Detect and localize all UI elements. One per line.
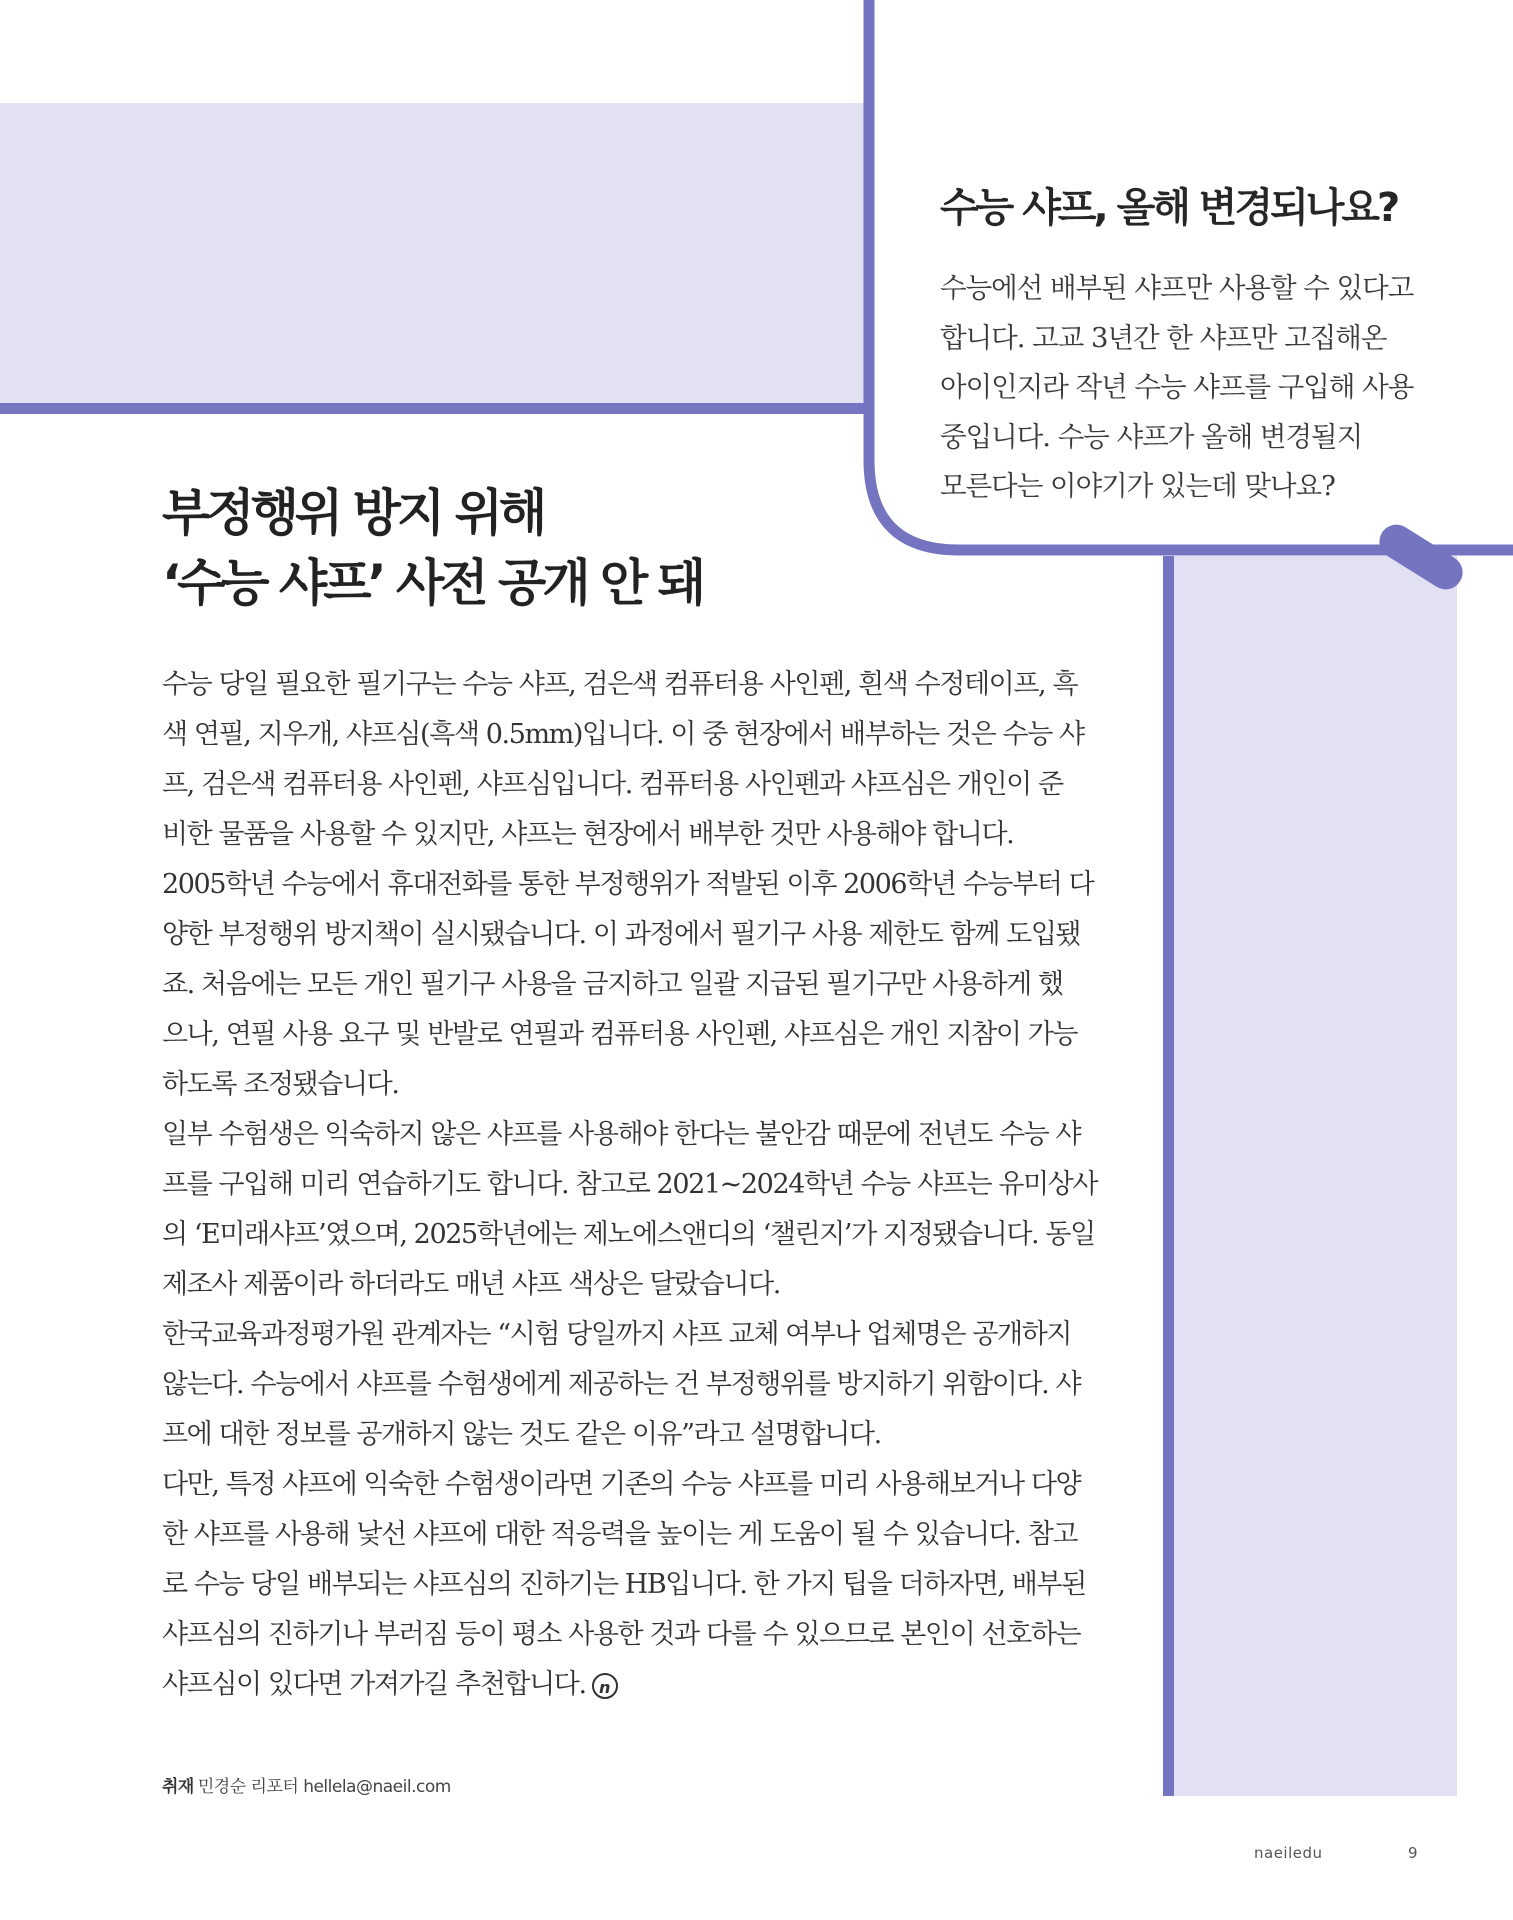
page-number: 9: [1408, 1844, 1418, 1862]
body-line: 로 수능 당일 배부되는 샤프심의 진하기는 HB입니다. 한 가지 팁을 더하자면, 배부된: [162, 1569, 1086, 1600]
body-line: 일부 수험생은 익숙하지 않은 샤프를 사용해야 한다는 불안감 때문에 전년도 수능 샤: [162, 1119, 1081, 1150]
article-title-line: ‘수능 샤프’ 사전 공개 안 돼: [162, 554, 703, 612]
question-line: 중입니다. 수능 샤프가 올해 변경될지: [940, 420, 1363, 453]
left-panel: [0, 103, 868, 408]
body-line: 한국교육과정평가원 관계자는 “시험 당일까지 샤프 교체 여부나 업체명은 공개하지: [162, 1319, 1072, 1350]
body-line-last: [162, 1660, 1112, 1710]
body-line: 하도록 조정됐습니다.: [162, 1069, 399, 1100]
question-title: 수능 샤프, 올해 변경되나요?: [940, 185, 1398, 231]
article-body: [162, 660, 1112, 1710]
body-line: 양한 부정행위 방지책이 실시됐습니다. 이 과정에서 필기구 사용 제한도 함께 도입됐: [162, 919, 1081, 950]
body-line: 않는다. 수능에서 샤프를 수험생에게 제공하는 건 부정행위를 방지하기 위함이다. 샤: [162, 1369, 1081, 1400]
credit-text: 민경순 리포터 hellela@naeil.com: [197, 1777, 451, 1797]
article-title-line: 부정행위 방지 위해: [162, 484, 544, 542]
article-title: [162, 478, 702, 618]
body-line: 프에 대한 정보를 공개하지 않는 것도 같은 이유”라고 설명합니다.: [162, 1419, 881, 1450]
body-line: 수능 당일 필요한 필기구는 수능 샤프, 검은색 컴퓨터용 사인펜, 흰색 수정테이프, 흑: [162, 669, 1078, 700]
body-last-text: 샤프심이 있다면 가져가길 추천합니다.: [162, 1669, 586, 1700]
question-line: 수능에선 배부된 샤프만 사용할 수 있다고: [940, 272, 1414, 304]
body-line: 한 샤프를 사용해 낯선 샤프에 대한 적응력을 높이는 게 도움이 될 수 있습니다. 참고: [162, 1519, 1078, 1550]
right-panel-line: [1163, 556, 1174, 1796]
body-line: 죠. 처음에는 모든 개인 필기구 사용을 금지하고 일괄 지급된 필기구만 사용하게 했: [162, 969, 1063, 1000]
body-line: 프를 구입해 미리 연습하기도 합니다. 참고로 2021~2024학년 수능 샤프는 유미상사: [162, 1169, 1098, 1200]
right-panel: [1168, 556, 1457, 1796]
reporter-credit: [162, 1772, 451, 1797]
footer-brand: naeiledu: [1254, 1844, 1323, 1862]
body-line: 색 연필, 지우개, 샤프심(흑색 0.5mm)입니다. 이 중 현장에서 배부하는 것은 수능 샤: [162, 719, 1084, 750]
body-line: 의 ‘E미래샤프’였으며, 2025학년에는 제노에스앤디의 ‘챌린지’가 지정됐습니다. 동일: [162, 1219, 1095, 1250]
body-line: 다만, 특정 샤프에 익숙한 수험생이라면 기존의 수능 샤프를 미리 사용해보거나 다양: [162, 1469, 1081, 1500]
body-line: 제조사 제품이라 하더라도 매년 샤프 색상은 달랐습니다.: [162, 1269, 780, 1300]
end-mark-icon: n: [592, 1673, 618, 1699]
question-line: 아이인지라 작년 수능 샤프를 구입해 사용: [940, 371, 1414, 403]
body-line: 프, 검은색 컴퓨터용 사인펜, 샤프심입니다. 컴퓨터용 사인펜과 샤프심은 개인이 준: [162, 769, 1063, 800]
body-line: 으나, 연필 사용 요구 및 반발로 연필과 컴퓨터용 사인펜, 샤프심은 개인 지참이 가능: [162, 1019, 1078, 1050]
body-line: 2005학년 수능에서 휴대전화를 통한 부정행위가 적발된 이후 2006학년 수능부터 다: [162, 869, 1094, 900]
question-body: [940, 264, 1420, 512]
credit-label: 취재: [162, 1777, 194, 1797]
body-line: 샤프심의 진하기나 부러짐 등이 평소 사용한 것과 다를 수 있으므로 본인이 선호하는: [162, 1619, 1081, 1650]
left-panel-line: [0, 403, 874, 414]
question-line: 합니다. 고교 3년간 한 샤프만 고집해온: [940, 321, 1387, 354]
question-line: 모른다는 이야기가 있는데 맞나요?: [940, 470, 1335, 502]
body-line: 비한 물품을 사용할 수 있지만, 샤프는 현장에서 배부한 것만 사용해야 합니다.: [162, 819, 1014, 850]
